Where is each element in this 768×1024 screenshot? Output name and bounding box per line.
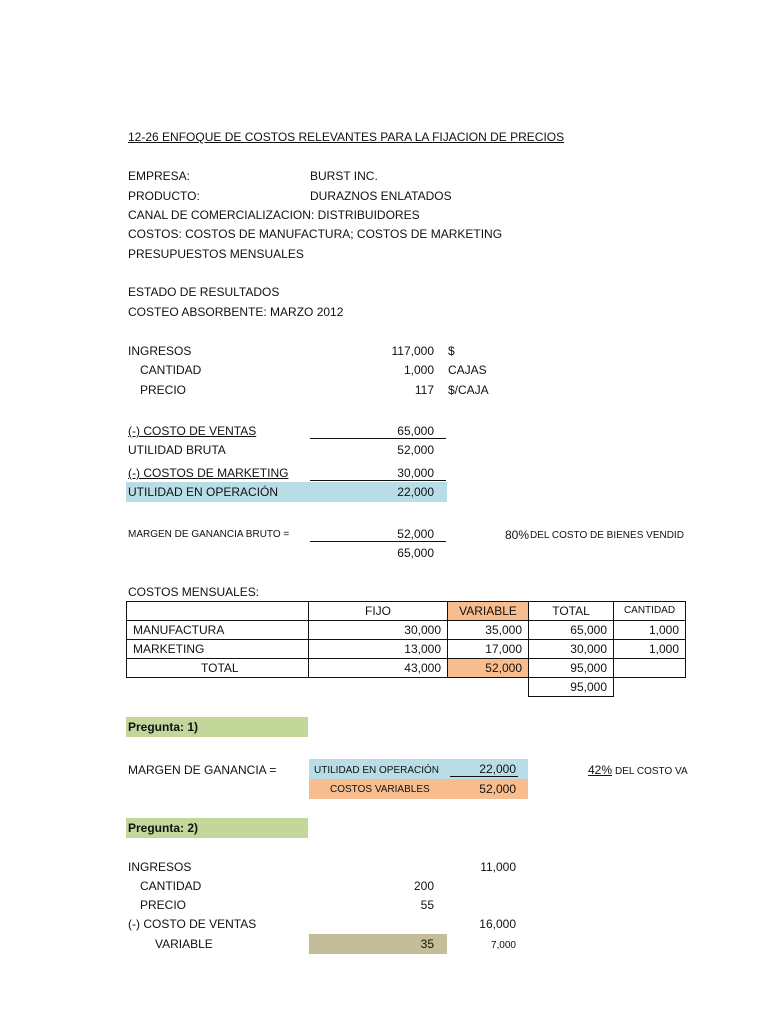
table-header-cantidad: CANTIDAD <box>613 601 686 621</box>
table-cell-cantidad: 1,000 <box>613 639 686 659</box>
table-cell-fijo: 30,000 <box>308 620 448 640</box>
table-header-variable: VARIABLE <box>447 601 529 621</box>
table-cell-variable: 52,000 <box>447 658 529 678</box>
p2-precio-value: 55 <box>420 898 434 912</box>
utilidad-operacion-value: 22,000 <box>397 485 434 499</box>
estado-title: ESTADO DE RESULTADOS <box>128 285 280 299</box>
costos-marketing-label: (-) COSTOS DE MARKETING <box>128 466 289 480</box>
extra-total-cell: 95,000 <box>528 677 614 697</box>
p2-variable-label: VARIABLE <box>155 937 213 951</box>
cantidad-label: CANTIDAD <box>140 363 202 377</box>
p2-cantidad-label: CANTIDAD <box>140 879 202 893</box>
fraction-line <box>450 776 518 777</box>
precio-unit: $/CAJA <box>448 383 489 397</box>
precio-label: PRECIO <box>140 383 187 397</box>
p2-precio-label: PRECIO <box>140 898 187 912</box>
utilidad-bruta-label: UTILIDAD BRUTA <box>128 443 226 457</box>
p2-ingresos-label: INGRESOS <box>128 860 192 874</box>
numerator-label: UTILIDAD EN OPERACIÓN <box>314 765 440 776</box>
table-header-total: TOTAL <box>528 601 614 621</box>
page-title: 12-26 ENFOQUE DE COSTOS RELEVANTES PARA LA FIJACION DE PRECIOS <box>128 130 565 144</box>
p2-cantidad-value: 200 <box>413 879 434 893</box>
costos-marketing-value: 30,000 <box>397 466 434 480</box>
margen-bruto-label: MARGEN DE GANANCIA BRUTO = <box>128 529 290 540</box>
margen-bruto-denominator: 65,000 <box>397 546 434 560</box>
table-cell-fijo: 13,000 <box>308 639 448 659</box>
empresa-label: EMPRESA: <box>128 169 191 183</box>
p2-variable-value: 35 <box>420 937 434 951</box>
table-cell-total: 65,000 <box>528 620 614 640</box>
cantidad-unit: CAJAS <box>448 363 487 377</box>
numerator-value: 22,000 <box>479 762 516 776</box>
margen-percent: 42% <box>588 763 613 777</box>
margen-ganancia-label: MARGEN DE GANANCIA = <box>128 763 277 777</box>
table-row-label: MANUFACTURA <box>126 620 309 640</box>
precio-value: 117 <box>414 383 434 397</box>
table-cell-variable: 17,000 <box>447 639 529 659</box>
denominator-value: 52,000 <box>479 782 516 796</box>
ingresos-label: INGRESOS <box>128 344 192 358</box>
pregunta2-label: Pregunta: 2) <box>128 821 199 835</box>
margen-bruto-note: DEL COSTO DE BIENES VENDID <box>530 530 684 541</box>
p2-costo-ventas-value: 16,000 <box>479 917 516 931</box>
table-row-label: MARKETING <box>126 639 309 659</box>
p2-costo-ventas-label: (-) COSTO DE VENTAS <box>128 917 257 931</box>
empresa-value: BURST INC. <box>310 169 378 183</box>
costos-mensuales-title: COSTOS MENSUALES: <box>128 585 260 599</box>
cantidad-value: 1,000 <box>403 363 434 377</box>
ingresos-unit: $ <box>448 344 455 358</box>
presupuestos-text: PRESUPUESTOS MENSUALES <box>128 247 304 261</box>
table-cell-cantidad <box>613 658 686 678</box>
divider <box>310 480 446 481</box>
table-header-fijo: FIJO <box>308 601 448 621</box>
denominator-label: COSTOS VARIABLES <box>330 784 430 795</box>
ingresos-value: 117,000 <box>391 344 434 358</box>
costo-ventas-value: 65,000 <box>397 424 434 438</box>
utilidad-operacion-label: UTILIDAD EN OPERACIÓN <box>128 485 279 499</box>
margen-note: DEL COSTO VA <box>615 766 688 777</box>
pregunta1-label: Pregunta: 1) <box>128 720 199 734</box>
p2-variable-total: 7,000 <box>490 940 516 951</box>
producto-label: PRODUCTO: <box>128 189 200 203</box>
margen-bruto-percent: 80% <box>505 528 530 542</box>
divider <box>310 438 446 439</box>
table-cell-cantidad: 1,000 <box>613 620 686 640</box>
table-cell-total: 95,000 <box>528 658 614 678</box>
producto-value: DURAZNOS ENLATADOS <box>310 189 452 203</box>
table-cell-total: 30,000 <box>528 639 614 659</box>
costo-ventas-label: (-) COSTO DE VENTAS <box>128 424 257 438</box>
table-row-label: TOTAL <box>126 658 309 678</box>
fraction-line <box>310 541 446 542</box>
costos-text: COSTOS: COSTOS DE MANUFACTURA; COSTOS DE MARKETING <box>128 227 503 241</box>
canal-text: CANAL DE COMERCIALIZACION: DISTRIBUIDORES <box>128 208 420 222</box>
table-cell-fijo: 43,000 <box>308 658 448 678</box>
estado-subtitle: COSTEO ABSORBENTE: MARZO 2012 <box>128 305 344 319</box>
utilidad-bruta-value: 52,000 <box>397 443 434 457</box>
table-cell-variable: 35,000 <box>447 620 529 640</box>
p2-ingresos-value: 11,000 <box>480 860 516 874</box>
margen-bruto-numerator: 52,000 <box>397 527 434 541</box>
table-header-blank <box>126 601 309 621</box>
